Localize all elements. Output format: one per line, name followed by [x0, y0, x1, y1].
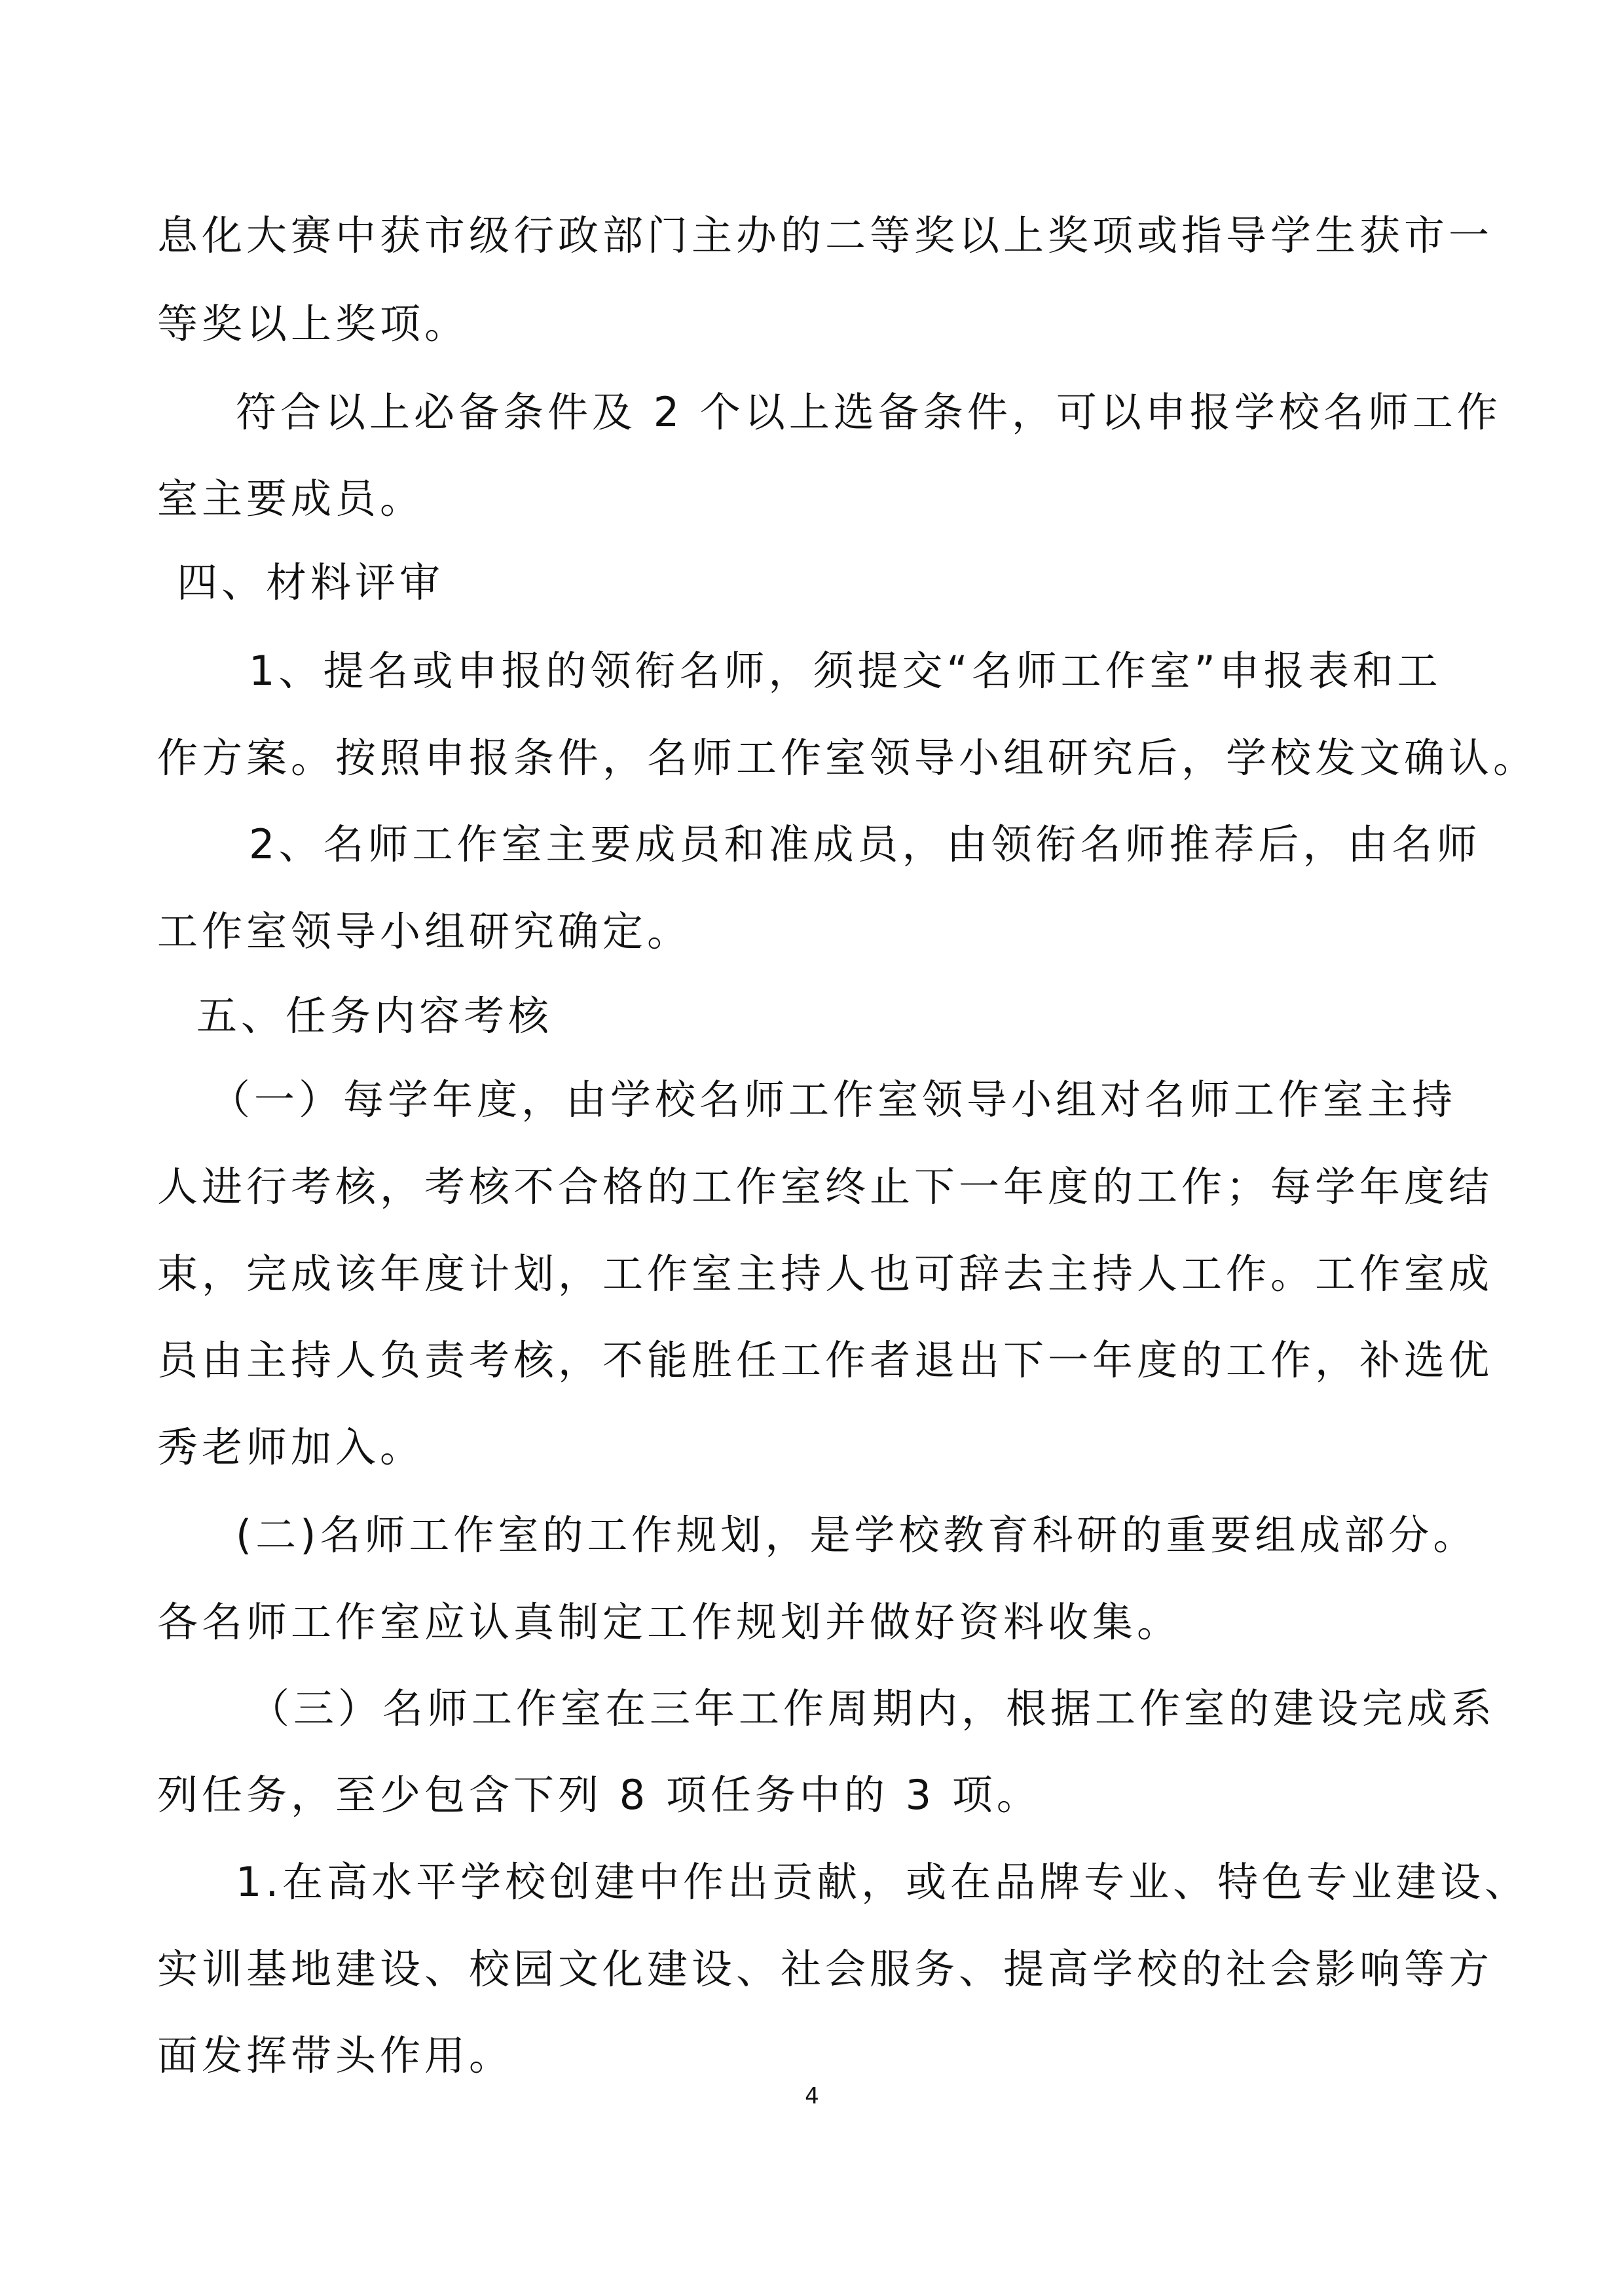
paragraph-line: 人进行考核，考核不合格的工作室终止下一年度的工作；每学年度结: [157, 1163, 1494, 1211]
paragraph-line: 1、提名或申报的领衔名师，须提交“名师工作室”申报表和工: [249, 647, 1442, 695]
section-heading-materials-review: 四、材料评审: [177, 558, 445, 606]
paragraph-line: 实训基地建设、校园文化建设、社会服务、提高学校的社会影响等方: [157, 1945, 1494, 1993]
paragraph-line: 2、名师工作室主要成员和准成员，由领衔名师推荐后，由名师: [249, 820, 1481, 868]
paragraph-line: 息化大赛中获市级行政部门主办的二等奖以上奖项或指导学生获市一: [157, 211, 1494, 259]
paragraph-line: 秀老师加入。: [157, 1423, 425, 1471]
paragraph-line: 1.在高水平学校创建中作出贡献，或在品牌专业、特色专业建设、: [236, 1858, 1530, 1906]
page-number: 4: [805, 2083, 819, 2109]
paragraph-line: （三）名师工作室在三年工作周期内，根据工作室的建设完成系: [249, 1685, 1496, 1732]
paragraph-line: 各名师工作室应认真制定工作规划并做好资料收集。: [157, 1598, 1182, 1646]
paragraph-line: 工作室领导小组研究确定。: [157, 907, 692, 955]
paragraph-line: (二)名师工作室的工作规划，是学校教育科研的重要组成部分。: [236, 1511, 1478, 1559]
paragraph-line: 束，完成该年度计划，工作室主持人也可辞去主持人工作。工作室成: [157, 1250, 1494, 1298]
paragraph-line: 符合以上必备条件及 2 个以上选备条件，可以申报学校名师工作: [236, 388, 1502, 436]
paragraph-line: 等奖以上奖项。: [157, 300, 470, 348]
paragraph-line: （一）每学年度，由学校名师工作室领导小组对名师工作室主持: [210, 1076, 1457, 1123]
paragraph-line: 员由主持人负责考核，不能胜任工作者退出下一年度的工作，补选优: [157, 1336, 1494, 1384]
section-heading-task-assessment: 五、任务内容考核: [196, 992, 553, 1040]
paragraph-line: 室主要成员。: [157, 475, 425, 522]
paragraph-line: 作方案。按照申报条件，名师工作室领导小组研究后，学校发文确认。: [157, 734, 1538, 782]
paragraph-line: 列任务，至少包含下列 8 项任务中的 3 项。: [157, 1771, 1041, 1819]
paragraph-line: 面发挥带头作用。: [157, 2032, 514, 2079]
